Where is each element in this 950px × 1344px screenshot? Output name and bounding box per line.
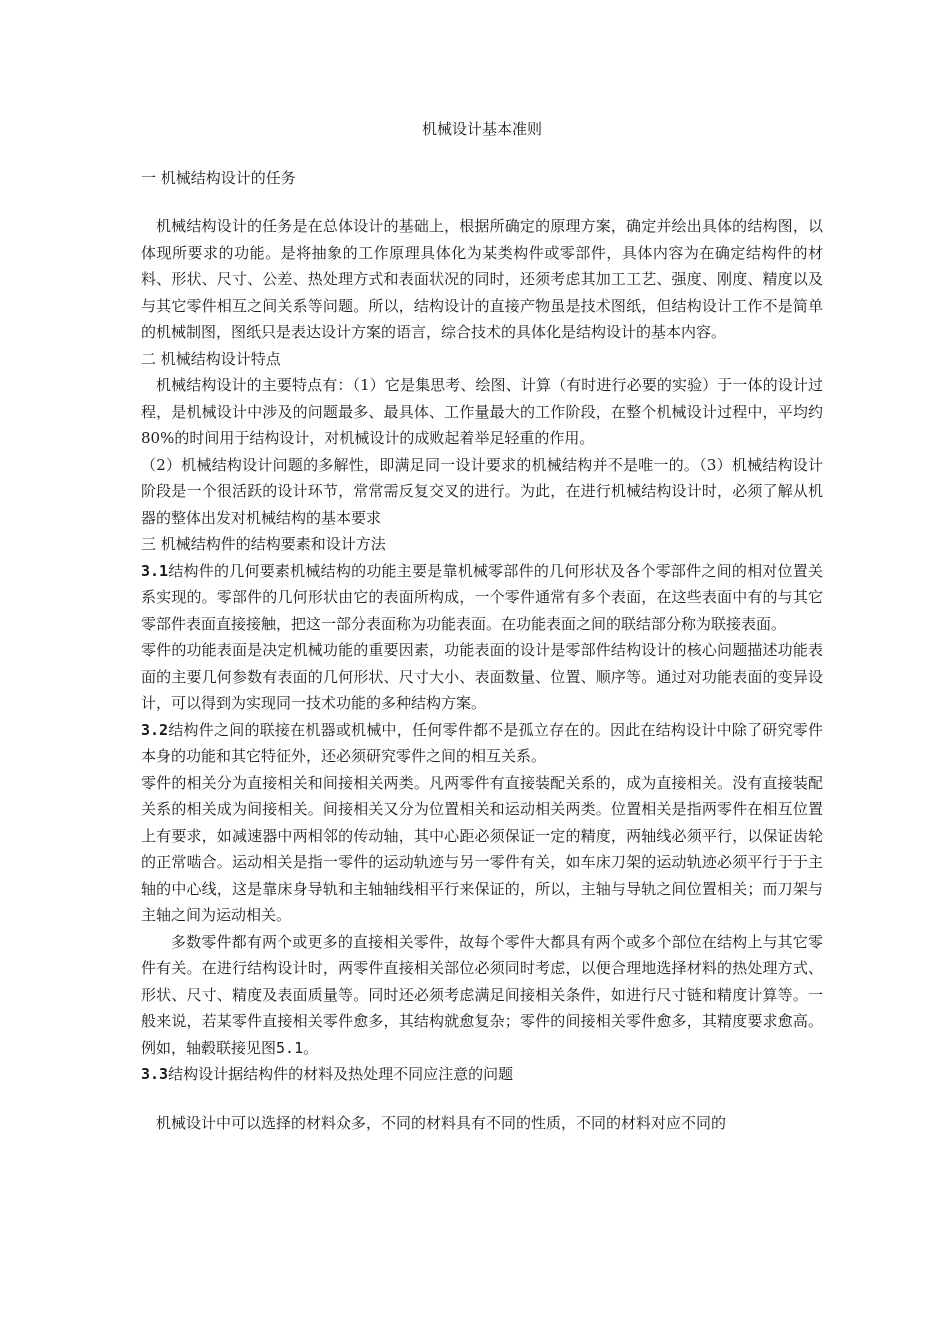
section-1-heading: 一 机械结构设计的任务 — [141, 168, 296, 187]
section-3-2-paragraph-3 — [141, 929, 823, 1062]
section-3-1-paragraph — [141, 558, 823, 638]
section-3-3-heading-text: 结构设计据结构件的材料及热处理不同应注意的问题 — [168, 1065, 514, 1083]
section-3-2-paragraph — [141, 717, 823, 770]
figure-reference: 5.1 — [276, 1038, 304, 1057]
document-title: 机械设计基本准则 — [421, 120, 542, 138]
section-2-paragraph-1: 机械结构设计的主要特点有：（1）它是集思考、绘图、计算（有时进行必要的实验）于一体的设计过程，是机械设计中涉及的问题最多、最具体、工作量最大的工作阶段，在整个机械设计过程中，平均约80%的时间用于结构设计，对机械设计的成败起着举足轻重的作用。 — [141, 376, 823, 447]
section-3-1-paragraph-2: 零件的功能表面是决定机械功能的重要因素，功能表面的设计是零部件结构设计的核心问题描述功能表面的主要几何参数有表面的几何形状、尺寸大小、表面数量、位置、顺序等。通过对功能表面的变异设计，可以得到为实现同一技术功能的多种结构方案。 — [141, 641, 823, 712]
section-2-heading: 二 机械结构设计特点 — [141, 349, 281, 368]
section-3-2-paragraph-2: 零件的相关分为直接相关和间接相关两类。凡两零件有直接装配关系的，成为直接相关。没有直接装配关系的相关成为间接相关。间接相关又分为位置相关和运动相关两类。位置相关是指两零件在相互位置上有要求，如减速器中两相邻的传动轴，其中心距必须保证一定的精度，两轴线必须平行，以保证齿轮的正常啮合。运动相关是指一零件的运动轨迹与另一零件有关，如车床刀架的运动轨迹必须平行于于主轴的中心线，这是靠床身导轨和主轴轴线相平行来保证的，所以，主轴与导轨之间位置相关；而刀架与主轴之间为运动相关。 — [141, 773, 823, 924]
section-2-paragraph-2: （2）机械结构设计问题的多解性，即满足同一设计要求的机械结构并不是唯一的。（3）机械结构设计阶段是一个很活跃的设计环节，常常需反复交叉的进行。为此，在进行机械结构设计时，必须了解从机器的整体出发对机械结构的基本要求 — [141, 455, 823, 527]
section-3-heading: 三 机械结构件的结构要素和设计方法 — [141, 535, 386, 553]
section-3-3-paragraph: 机械设计中可以选择的材料众多，不同的材料具有不同的性质，不同的材料对应不同的 — [156, 1113, 727, 1132]
section-3-3-heading — [141, 1061, 823, 1088]
section-3-2-end: 。 — [303, 1038, 319, 1057]
section-3-2-text: 结构件之间的联接在机器或机械中，任何零件都不是孤立存在的。因此在结构设计中除了研究零件本身的功能和其它特征外，还必须研究零件之间的相互关系。 — [141, 720, 823, 765]
section-3-2-text-3: 多数零件都有两个或更多的直接相关零件，故每个零件大都具有两个或多个部位在结构上与其它零件有关。在进行结构设计时，两零件直接相关部位必须同时考虑，以便合理地选择材料的热处理方式、形状、尺寸、精度及表面质量等。同时还必须考虑满足间接相关条件，如进行尺寸链和精度计算等。一般来说，若某零件直接相关零件愈多，其结构就愈复杂；零件的间接相关零件愈多，其精度要求愈高。例如，轴毂联接见图 — [141, 932, 823, 1057]
section-3-3-number: 3.3 — [141, 1065, 169, 1083]
section-3-1-number: 3.1 — [141, 561, 169, 580]
section-3-1-text: 结构件的几何要素机械结构的功能主要是靠机械零部件的几何形状及各个零部件之间的相对位置关系实现的。零部件的几何形状由它的表面所构成，一个零件通常有多个表面，在这些表面中有的与其它零部件表面直接接触，把这一部分表面称为功能表面。在功能表面之间的联结部分称为联接表面。 — [141, 561, 823, 633]
section-3-2-number: 3.2 — [141, 720, 169, 739]
section-1-paragraph: 机械结构设计的任务是在总体设计的基础上，根据所确定的原理方案，确定并绘出具体的结构图，以体现所要求的功能。是将抽象的工作原理具体化为某类构件或零部件，具体内容为在确定结构件的材料、形状、尺寸、公差、热处理方式和表面状况的同时，还须考虑其加工工艺、强度、刚度、精度以及与其它零件相互之间关系等问题。所以，结构设计的直接产物虽是技术图纸，但结构设计工作不是简单的机械制图，图纸只是表达设计方案的语言，综合技术的具体化是结构设计的基本内容。 — [141, 217, 823, 341]
document-body — [141, 116, 823, 1136]
